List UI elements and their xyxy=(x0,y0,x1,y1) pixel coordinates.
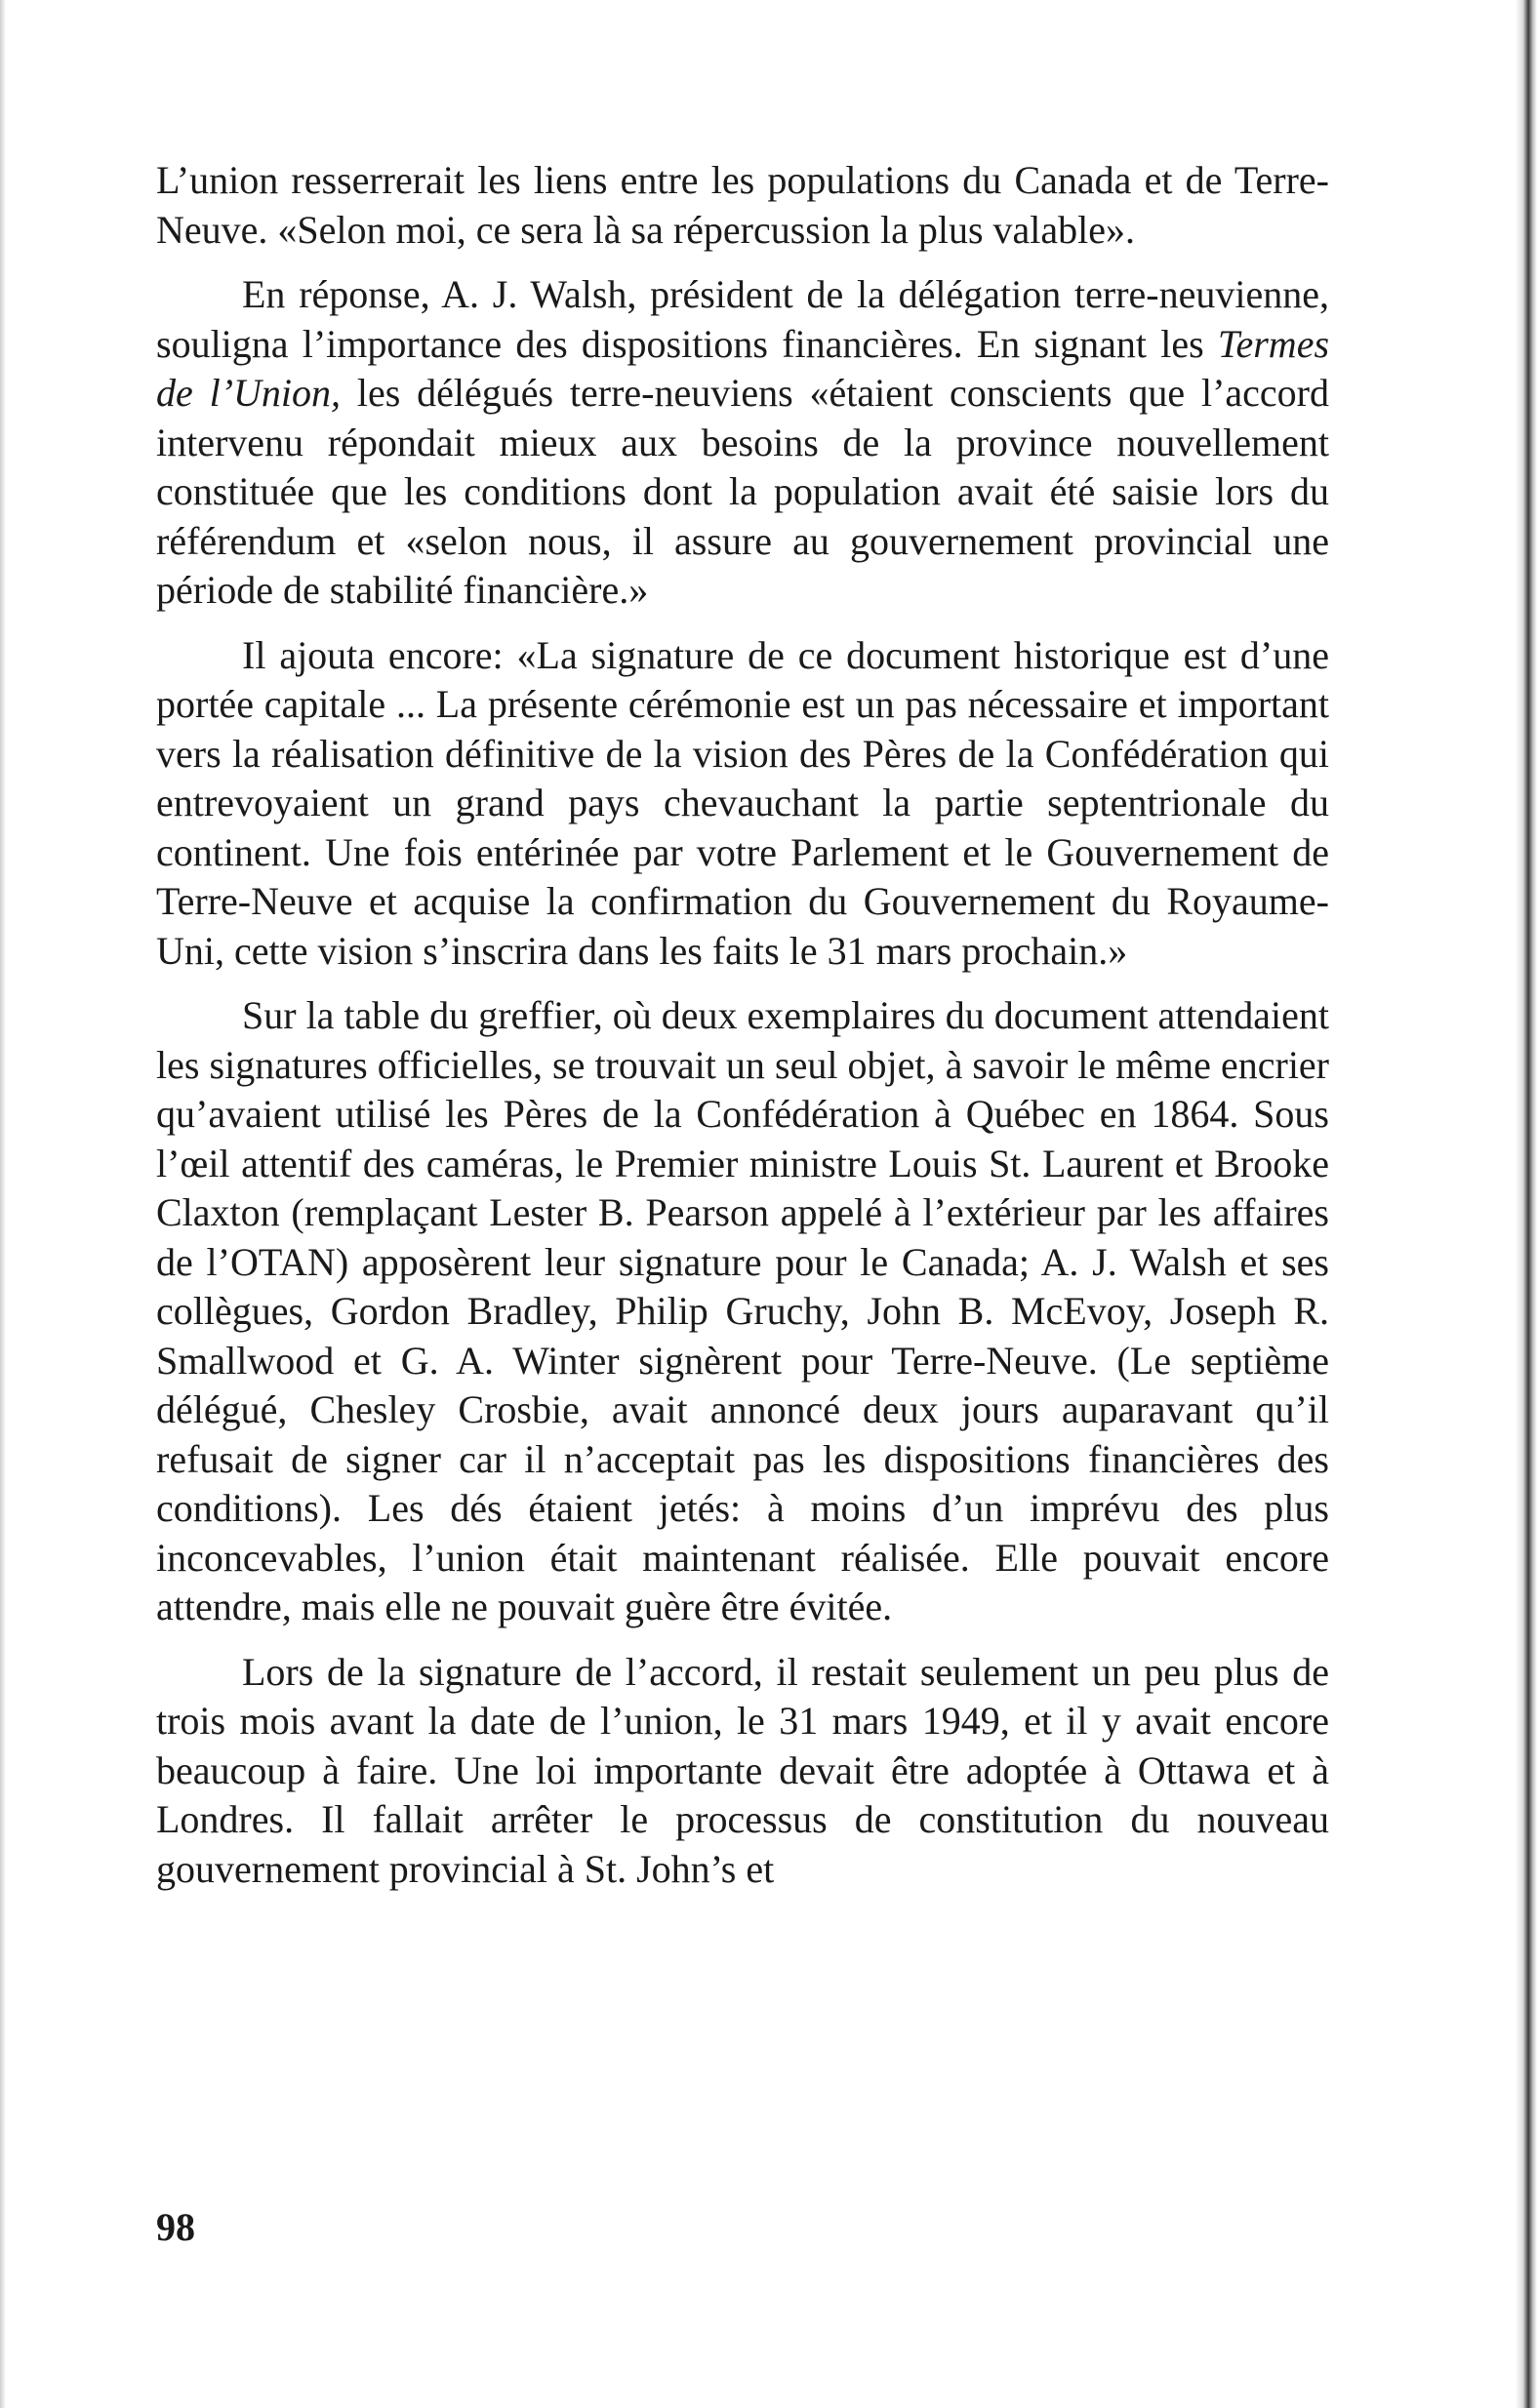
body-text xyxy=(156,156,1329,1894)
paragraph-3: Il ajouta encore: «La signature de ce document historique est d’une portée capitale ... La présente cérémonie est un pas nécessaire et important vers la réalisation définitive de la vision des Pères de la Confédération qui entrevoyaient un grand pays chevauchant la partie septentrionale du continent. Une fois entérinée par votre Parlement et le Gouvernement de Terre-Neuve et acquise la confirmation du Gouvernement du Royaume-Uni, cette vision s’inscrira dans les faits le 31 mars prochain.» xyxy=(156,632,1329,973)
paragraph-1: L’union resserrerait les liens entre les populations du Canada et de Terre-Neuve. «Selon moi, ce sera là sa répercussion la plus valable». xyxy=(156,158,1329,252)
page-left-edge xyxy=(0,0,6,2408)
paragraph-4: Sur la table du greffier, où deux exemplaires du document attendaient les signatures officielles, se trouvait un seul objet, à savoir le même encrier qu’avaient utilisé les Pères de la Confédération à Québec en 1864. Sous l’œil attentif des caméras, le Premier ministre Louis St. Laurent et Brooke Claxton (remplaçant Lester B. Pearson appelé à l’extérieur par les affaires de l’OTAN) apposèrent leur signature pour le Canada; A. J. Walsh et ses collègues, Gordon Bradley, Philip Gruchy, John B. McEvoy, Joseph R. Smallwood et G. A. Winter signèrent pour Terre-Neuve. (Le septième délégué, Chesley Crosbie, avait annoncé deux jours auparavant qu’il refusait de signer car il n’acceptait pas les dispositions financières des conditions). Les dés étaient jetés: à moins d’un imprévu des plus inconcevables, l’union était maintenant réalisée. Elle pouvait encore attendre, mais elle ne pouvait guère être évitée. xyxy=(156,993,1329,1628)
page-binding-shadow xyxy=(1516,0,1537,2408)
paragraph-5: Lors de la signature de l’accord, il restait seulement un peu plus de trois mois avant la date de l’union, le 31 mars 1949, et il y avait encore beaucoup à faire. Une loi importante devait être adoptée à Ottawa et à Londres. Il fallait arrêter le processus de constitution du nouveau gouvernement provincial à St. John’s et xyxy=(156,1649,1329,1891)
paragraph-2-start: En réponse, A. J. Walsh, président de la délégation terre-neuvienne, souligna l’importance des dispositions financières. En signant les xyxy=(156,272,1329,366)
italic-title: Termes de l’Union, xyxy=(156,321,1330,415)
paragraph-2-end: les délégués terre-neuviens «étaient conscients que l’accord intervenu répondait mieux aux besoins de la province nouvellement constituée que les conditions dont la population avait été saisie lors du référendum et «selon nous, il assure au gouvernement provincial une période de stabilité financière.» xyxy=(156,371,1330,612)
page-number: 98 xyxy=(156,2205,195,2249)
paragraph-2 xyxy=(156,270,1329,616)
